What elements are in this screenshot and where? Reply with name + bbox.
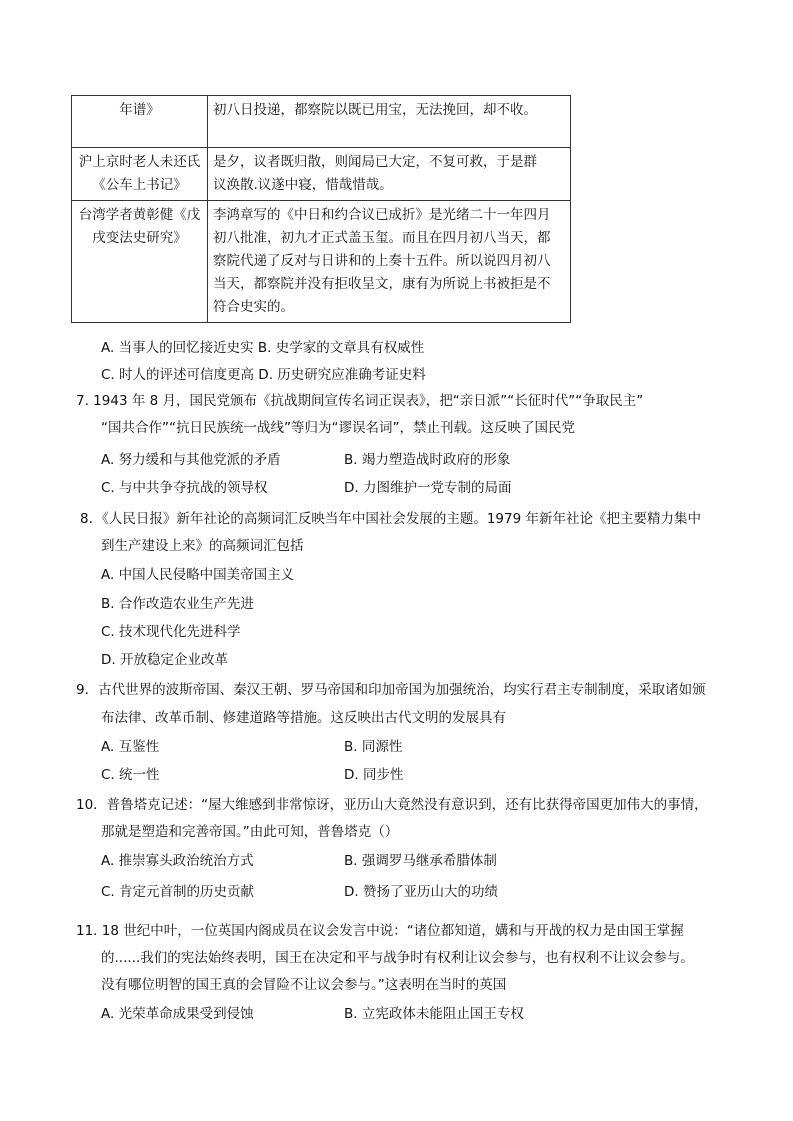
q7-option-b: B. 竭力塑造战时政府的形象 — [344, 452, 511, 468]
q11-stem: 11. 18 世纪中叶，一位英国内阁成员在议会发言中说：“诸位都知道，媾和与开战的权力是由国王掌握 — [76, 923, 684, 939]
cell-line: 议涣散.议遂中寝，惜哉惜哉。 — [213, 177, 393, 193]
q10-stem-cont: 那就是塑造和完善帝国。”由此可知，普鲁塔克（） — [101, 824, 399, 840]
cell-line: 初八日投递，都察院以既已用宝，无法挽回，却不收。 — [213, 102, 537, 118]
q10-option-a: A. 推崇寡头政治统治方式 — [101, 853, 254, 869]
cell-line: 察院代递了反对与日讲和的上奏十五件。所以说四月初八 — [213, 253, 551, 269]
q8-option-d: D. 开放稳定企业改革 — [101, 652, 228, 668]
q9-stem: 9．古代世界的波斯帝国、秦汉王朝、罗马帝国和印加帝国为加强统治，均实行君主专制制度，采取诸如颁 — [76, 682, 706, 698]
q11-option-b: B. 立宪政体未能阻止国王专权 — [344, 1006, 524, 1022]
table-cell-source — [72, 96, 208, 148]
cell-line: 当天，都察院并没有拒收呈文，康有为所说上书被拒是不 — [213, 276, 551, 292]
q11-stem-cont: 没有哪位明智的国王真的会冒险不让议会参与。”这表明在当时的英国 — [101, 977, 507, 993]
cell-line: 年谱》 — [119, 102, 160, 118]
q6-options-ab: A. 当事人的回忆接近史实 B. 史学家的文章具有权威性 — [101, 340, 425, 356]
q10-option-c: C. 肯定元首制的历史贡献 — [101, 884, 255, 900]
table-cell-content — [208, 148, 571, 201]
cell-line: 台湾学者黄彰健《戊 — [78, 207, 201, 223]
cell-line: 符合史实的。 — [213, 299, 294, 315]
q6-options-cd: C. 时人的评述可信度更高 D. 历史研究应准确考证史料 — [101, 367, 426, 383]
table-cell-source — [72, 148, 208, 201]
q9-option-a: A. 互鉴性 — [101, 739, 160, 755]
q9-stem-cont: 布法律、改革币制、修建道路等措施。这反映出古代文明的发展具有 — [101, 710, 506, 726]
q11-option-a: A. 光荣革命成果受到侵蚀 — [101, 1006, 254, 1022]
q10-stem: 10．普鲁塔克记述：“屋大维感到非常惊讶，亚历山大竟然没有意识到，还有比获得帝国更加伟大的事情， — [76, 797, 708, 813]
q7-stem: 7. 1943 年 8 月，国民党颁布《抗战期间宣传名词正误表》，把“亲日派”“长征时代”“争取民主” — [76, 393, 644, 409]
q8-stem: 8．《人民日报》新年社论的高频词汇反映当年中国社会发展的主题。1979 年新年社论《把主要精力集中 — [80, 511, 701, 527]
q9-option-c: C. 统一性 — [101, 767, 160, 783]
cell-line: 李鸿章写的《中日和约合议已成折》是光绪二十一年四月 — [213, 207, 551, 223]
cell-line: 沪上京时老人未还氏 — [78, 154, 201, 170]
cell-line: 初八批准，初九才正式盖玉玺。而且在四月初八当天，都 — [213, 230, 551, 246]
q8-stem-cont: 到生产建设上来》的高频词汇包括 — [101, 538, 304, 554]
table-row — [72, 148, 571, 201]
q9-option-b: B. 同源性 — [344, 739, 403, 755]
q8-option-b: B. 合作改造农业生产先进 — [101, 596, 254, 612]
q9-option-d: D. 同步性 — [344, 767, 404, 783]
q7-stem-cont: “国共合作”“抗日民族统一战线”等归为“谬误名词”，禁止刊载。这反映了国民党 — [101, 420, 575, 436]
table-row — [72, 96, 571, 148]
q7-option-a: A. 努力缓和与其他党派的矛盾 — [101, 452, 281, 468]
q8-option-a: A. 中国人民侵略中国美帝国主义 — [101, 567, 295, 583]
source-table — [71, 95, 571, 323]
cell-line: 戌变法史研究》 — [92, 230, 187, 246]
cell-line: 《公车上书记》 — [92, 177, 187, 193]
cell-line: 是夕，议者既归散，则闻局已大定，不复可救，于是群 — [213, 154, 537, 170]
q10-option-d: D. 赞扬了亚历山大的功绩 — [344, 884, 498, 900]
q7-option-c: C. 与中共争夺抗战的领导权 — [101, 480, 268, 496]
q8-option-c: C. 技术现代化先进科学 — [101, 624, 241, 640]
table-row — [72, 201, 571, 323]
table-cell-content — [208, 201, 571, 323]
table-cell-content — [208, 96, 571, 148]
q7-option-d: D. 力图维护一党专制的局面 — [344, 480, 512, 496]
q11-stem-cont: 的......我们的宪法始终表明，国王在决定和平与战争时有权利让议会参与，也有权利不让议会参与。 — [101, 950, 694, 966]
q10-option-b: B. 强调罗马继承希腊体制 — [344, 853, 497, 869]
table-cell-source — [72, 201, 208, 323]
